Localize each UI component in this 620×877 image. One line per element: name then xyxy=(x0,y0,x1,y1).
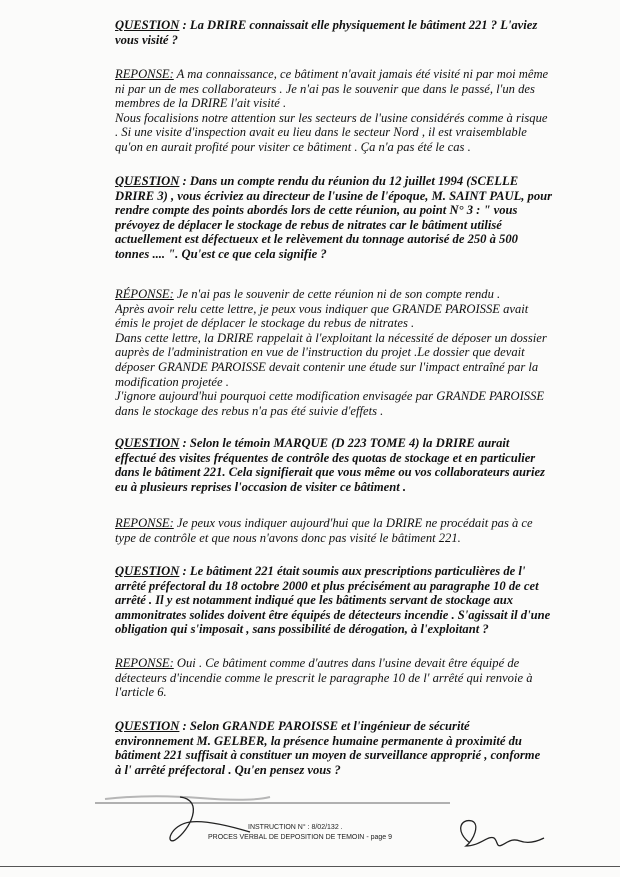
answer-label: REPONSE: xyxy=(115,67,174,81)
text-line: Oui . Ce bâtiment comme d'autres dans l'usine devait être équipé de xyxy=(173,656,520,670)
text-line: détecteurs d'incendie comme le prescrit le paragraphe 10 de l' arrêté qui renvoie à xyxy=(115,670,533,685)
text-line: DRIRE 3) , vous écriviez au directeur de l'usine de l'époque, M. SAINT PAUL, pour xyxy=(115,188,553,203)
text-line: arrêté . Il y est notamment indiqué que les bâtiments servant de stockage aux xyxy=(115,593,514,608)
text-line: Après avoir relu cette lettre, je peux vous indiquer que GRANDE PAROISSE avait xyxy=(115,301,529,316)
text-line: déposer GRANDE PAROISSE devait contenir une étude sur l'impact entraîné par la xyxy=(115,359,539,374)
text-line: à l' arrêté préfectoral . Qu'en pensez vous ? xyxy=(115,762,341,777)
text-line: ni par un de mes collaborateurs . Je n'ai pas le souvenir que dans le passé, l'un des xyxy=(115,81,535,96)
page-number: - page 9 xyxy=(366,834,393,841)
text-line: membres de la DRIRE l'ait visité . xyxy=(115,96,287,111)
bottom-edge-rule xyxy=(0,866,620,867)
question-label: QUESTION xyxy=(115,18,180,32)
document-title xyxy=(208,834,392,841)
answer-label: REPONSE: xyxy=(115,656,174,670)
text-line: type de contrôle et que nous n'avons donc pas visité le bâtiment 221. xyxy=(115,530,461,545)
text-line: obligation qui s'imposait , sans possibilité de dérogation, à l'exploitant ? xyxy=(115,622,489,637)
text-line: : Selon le témoin MARQUE (D 223 TOME 4) la DRIRE aurait xyxy=(179,436,510,450)
text-line: . Si une visite d'inspection avait eu lieu dans le secteur Nord , il est vraisemblable xyxy=(115,125,527,140)
proces-verbal-label: PROCES VERBAL DE DEPOSITION DE TEMOIN xyxy=(208,834,365,841)
instruction-number: INSTRUCTION N° : 8/02/132 . xyxy=(248,824,343,831)
text-line: tonnes .... ". Qu'est ce que cela signifie ? xyxy=(115,246,327,261)
text-line: eu à plusieurs reprises l'occasion de visiter ce bâtiment . xyxy=(115,479,407,494)
text-line: dans le bâtiment 221. Cela signifierait que vous même ou vos collaborateurs auriez xyxy=(115,465,545,480)
text-line: arrêté préfectoral du 18 octobre 2000 et plus précisément au paragraphe 10 de cet xyxy=(115,578,539,593)
question-label: QUESTION xyxy=(115,174,180,188)
text-line: A ma connaissance, ce bâtiment n'avait jamais été visité ni par moi même xyxy=(173,67,549,81)
text-line: : Le bâtiment 221 était soumis aux prescriptions particulières de l' xyxy=(179,564,526,578)
text-line: modification projetée . xyxy=(115,374,229,389)
question-label: QUESTION xyxy=(115,719,180,733)
text-line: : Dans un compte rendu du réunion du 12 juillet 1994 (SCELLE xyxy=(179,174,519,188)
text-line: Nous focalisions notre attention sur les secteurs de l'usine considérés comme à risque xyxy=(115,110,548,125)
handwritten-signature xyxy=(461,821,544,846)
text-line: ammonitrates solides doivent être équipés de détecteurs incendie . S'agissait il d'une xyxy=(115,607,551,622)
question-label: QUESTION xyxy=(115,436,180,450)
text-line: Dans cette lettre, la DRIRE rappelait à l'exploitant la nécessité de déposer un dossier xyxy=(115,330,547,345)
text-line: prévoyez de déplacer le stockage de rebus de nitrates car le bâtiment utilisé xyxy=(115,217,502,232)
text-line: vous visité ? xyxy=(115,32,178,47)
answer-label: REPONSE: xyxy=(115,516,174,530)
text-line: bâtiment 221 suffisait à constituer un moyen de surveillance approprié , conforme xyxy=(115,748,541,763)
text-line: l'article 6. xyxy=(115,685,167,700)
text-line: Je n'ai pas le souvenir de cette réunion ni de son compte rendu . xyxy=(173,287,501,301)
answer-label: RÉPONSE: xyxy=(115,287,174,301)
text-line: J'ignore aujourd'hui pourquoi cette modification envisagée par GRANDE PAROISSE xyxy=(115,389,545,404)
text-line: environnement M. GELBER, la présence humaine permanente à proximité du xyxy=(115,733,522,748)
text-line: rendre compte des points abordés lors de cette réunion, au point N° 3 : " vous xyxy=(115,203,518,218)
text-line: effectué des visites fréquentes de contrôle des quotas de stockage et en particulier xyxy=(115,450,536,465)
text-line: auprès de l'administration en vue de l'instruction du projet .Le dossier que devait xyxy=(115,345,525,360)
text-line: émis le projet de déplacer le stockage du rebus de nitrates . xyxy=(115,316,415,331)
text-line: qu'on en aurait profité pour visiter ce bâtiment . Ça n'a pas été le cas . xyxy=(115,139,471,154)
text-line: Je peux vous indiquer aujourd'hui que la DRIRE ne procédait pas à ce xyxy=(173,516,533,530)
text-line: actuellement est défectueux et le relèvement du tonnage autorisé de 250 à 500 xyxy=(115,232,518,247)
text-line: dans le stockage des rebus n'a pas été suivie d'effets . xyxy=(115,403,384,418)
question-label: QUESTION xyxy=(115,564,180,578)
text-line: : La DRIRE connaissait elle physiquement le bâtiment 221 ? L'aviez xyxy=(179,18,538,32)
text-line: : Selon GRANDE PAROISSE et l'ingénieur de sécurité xyxy=(179,719,470,733)
